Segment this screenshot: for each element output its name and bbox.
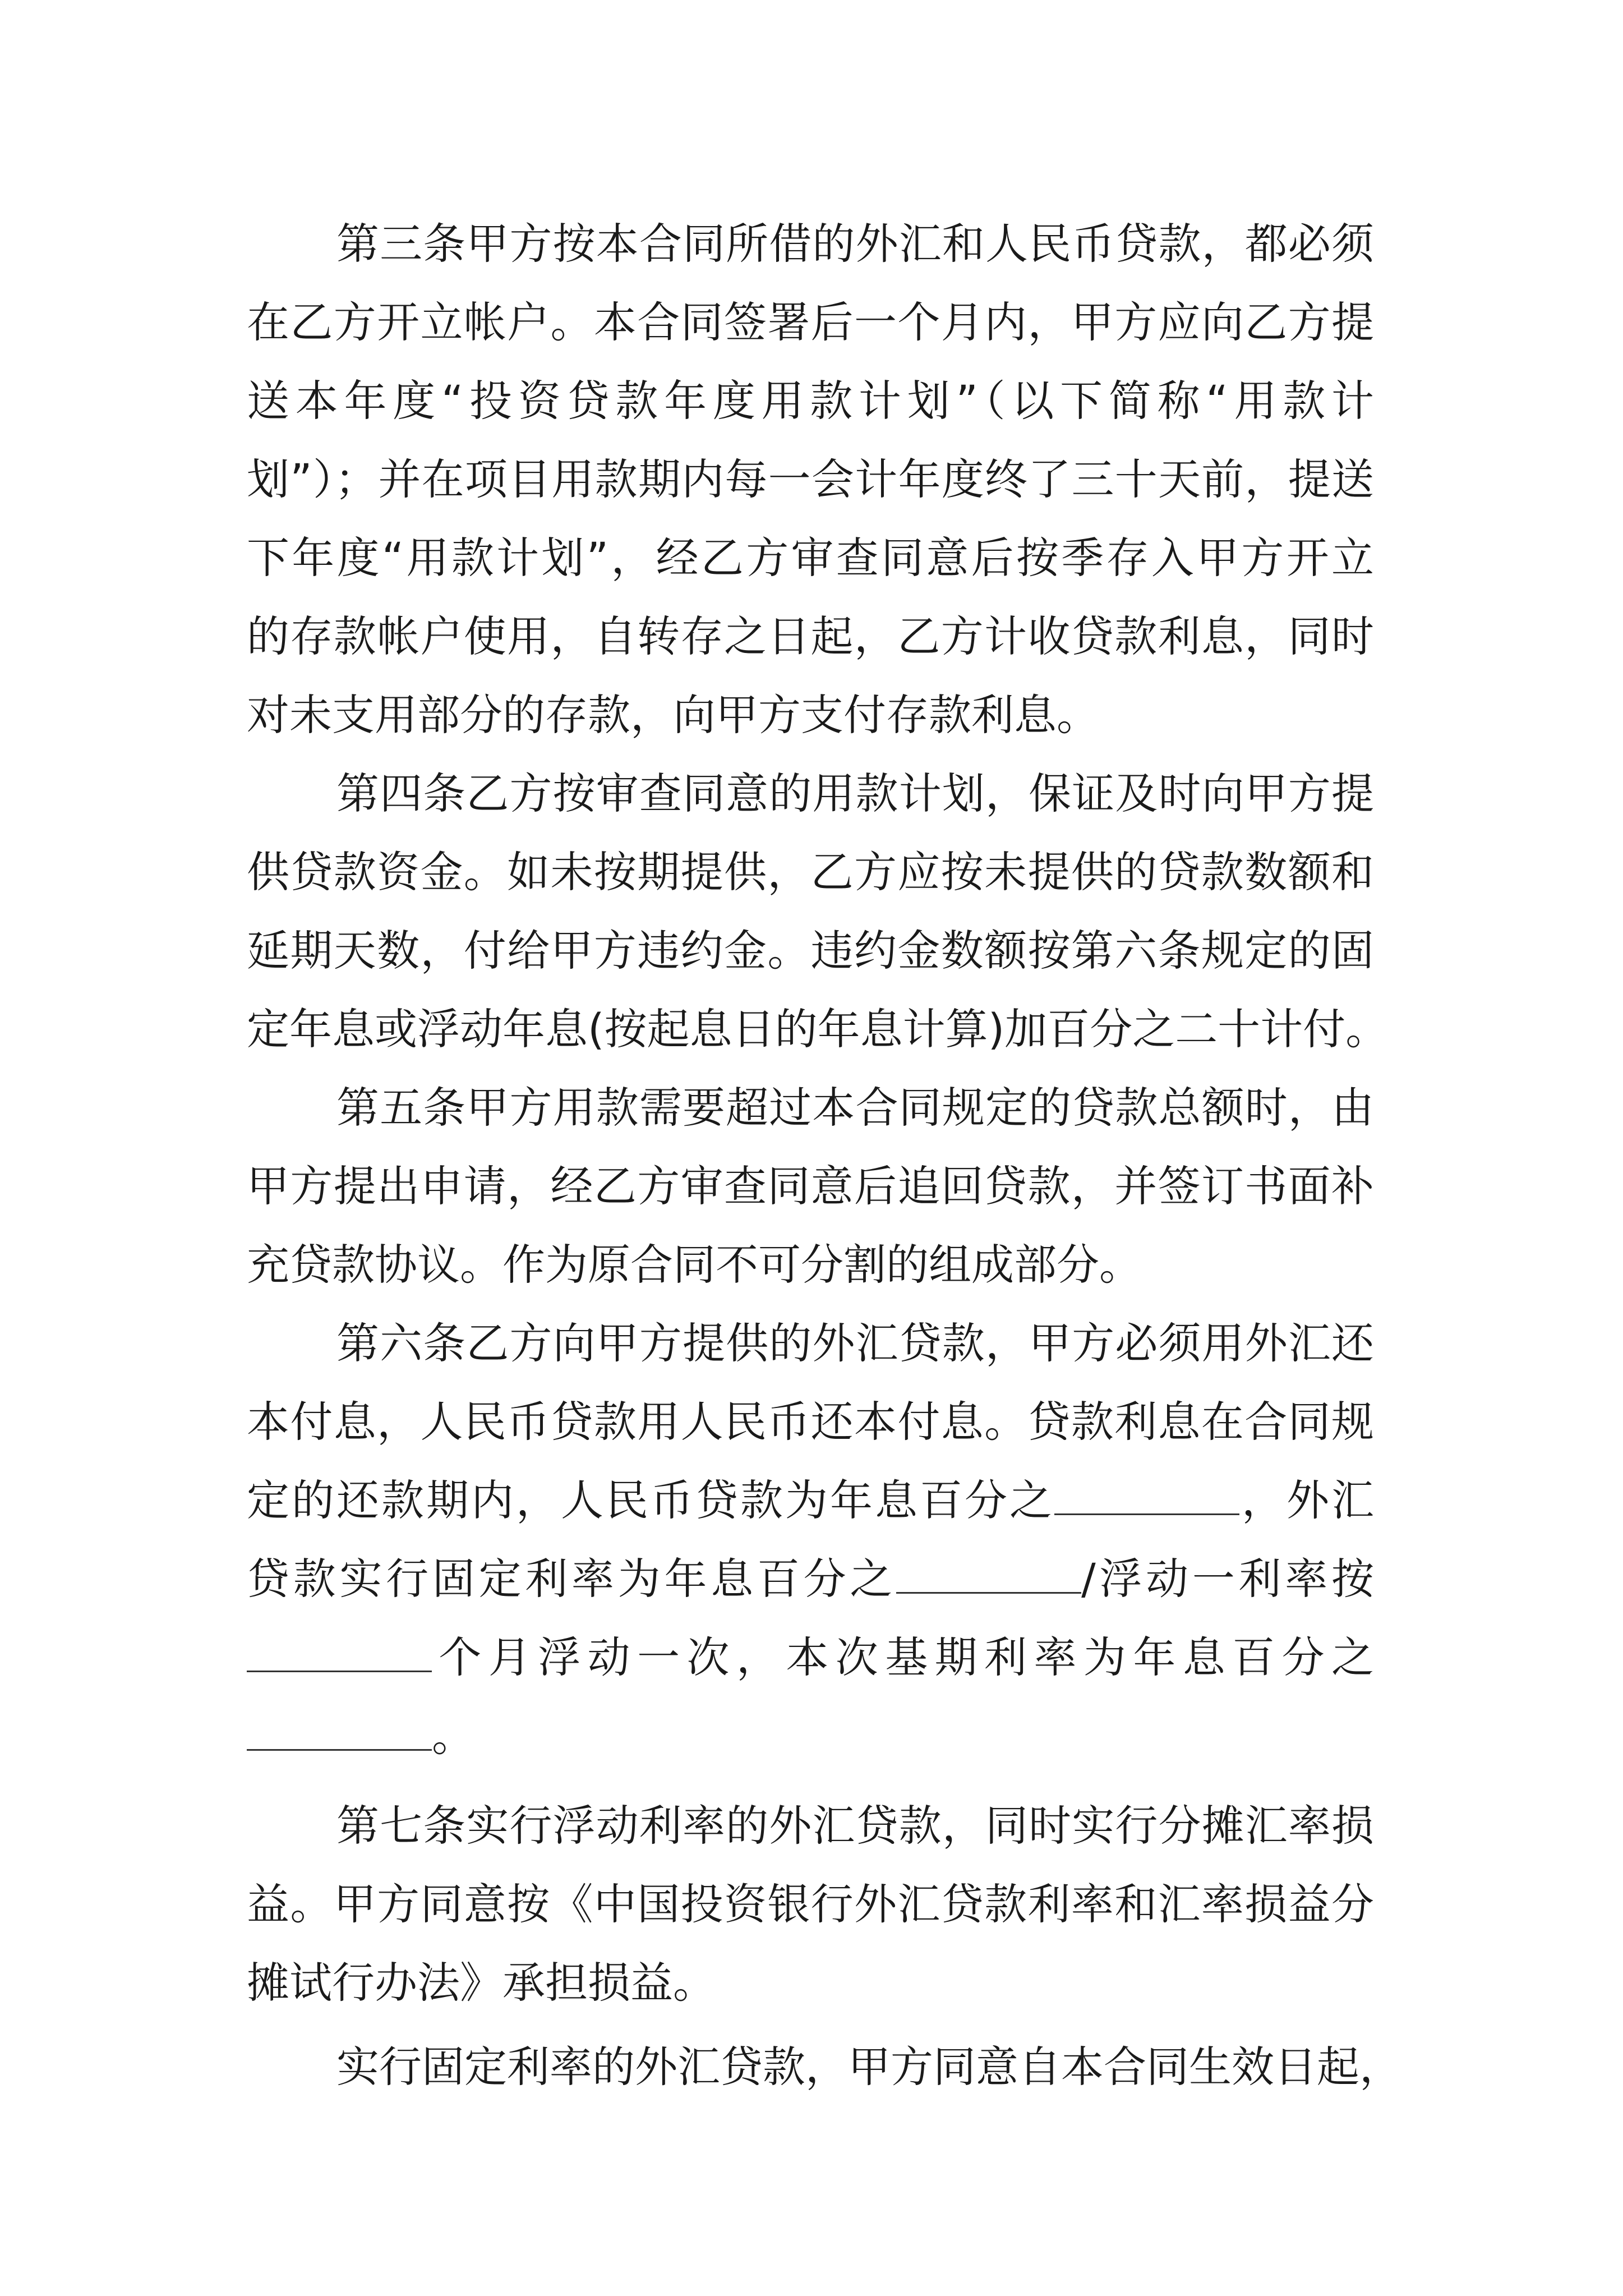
article-4-line-3: 延期天数，付给甲方违约金。违约金数额按第六条规定的固 [247,926,1374,976]
article-3-line-4: 划”）；并在项目用款期内每一会计年度终了三十天前，提送 [247,454,1374,504]
article-7-line-3: 摊试行办法》承担损益。 [247,1958,716,2008]
article-3-line-7: 对未支用部分的存款，向甲方支付存款利息。 [247,690,1099,740]
article-6-line-6-text: 。 [432,1711,474,1761]
article-3-line-6: 的存款帐户使用，自转存之日起，乙方计收贷款利息，同时 [247,611,1374,661]
article-6-line-3-text-b: ，外汇 [1239,1475,1374,1525]
article-5-line-1: 第五条甲方用款需要超过本合同规定的贷款总额时，由 [336,1083,1374,1133]
article-6-line-2: 本付息，人民币贷款用人民币还本付息。贷款利息在合同规 [247,1397,1374,1447]
base-rate-blank [247,1712,432,1751]
article-6-line-1: 第六条乙方向甲方提供的外汇贷款，甲方必须用外汇还 [336,1318,1374,1368]
article-7-paragraph-2: 实行固定利率的外汇贷款，甲方同意自本合同生效日起， [336,2042,1402,2092]
article-6-line-4 [247,1537,1374,1621]
article-6-line-3 [247,1458,1374,1543]
float-months-blank [247,1634,432,1672]
article-6-line-4-text-b: /浮动一利率按 [1081,1554,1375,1604]
article-4-line-1: 第四条乙方按审查同意的用款计划，保证及时向甲方提 [336,769,1374,818]
article-7-line-2: 益。甲方同意按《中国投资银行外汇贷款利率和汇率损益分 [247,1879,1374,1929]
article-4-line-4: 定年息或浮动年息(按起息日的年息计算)加百分之二十计付。 [247,1004,1389,1054]
article-4-line-2: 供贷款资金。如未按期提供，乙方应按未提供的贷款数额和 [247,847,1374,897]
article-6-line-5 [247,1616,1374,1700]
article-6-line-5-text: 个月浮动一次，本次基期利率为年息百分之 [432,1632,1374,1682]
article-3-line-2: 在乙方开立帐户。本合同签署后一个月内，甲方应向乙方提 [247,297,1374,347]
article-3-line-5: 下年度“用款计划”，经乙方审查同意后按季存入甲方开立 [247,533,1374,583]
article-6-line-3-text-a: 定的还款期内，人民币贷款为年息百分之 [247,1475,1054,1525]
fixed-rate-blank [896,1555,1081,1594]
article-6-line-6 [247,1694,1374,1778]
article-3-line-3: 送本年度“投资贷款年度用款计划”（以下简称“用款计 [247,376,1374,426]
article-6-line-4-text-a: 贷款实行固定利率为年息百分之 [247,1554,897,1604]
article-3-line-1: 第三条甲方按本合同所借的外汇和人民币贷款，都必须 [336,219,1374,269]
article-5-line-2: 甲方提出申请，经乙方审查同意后追回贷款，并签订书面补 [247,1161,1374,1211]
rmb-rate-blank [1054,1476,1239,1515]
article-5-line-3: 充贷款协议。作为原合同不可分割的组成部分。 [247,1240,1142,1290]
article-7-line-1: 第七条实行浮动利率的外汇贷款，同时实行分摊汇率损 [336,1801,1374,1851]
